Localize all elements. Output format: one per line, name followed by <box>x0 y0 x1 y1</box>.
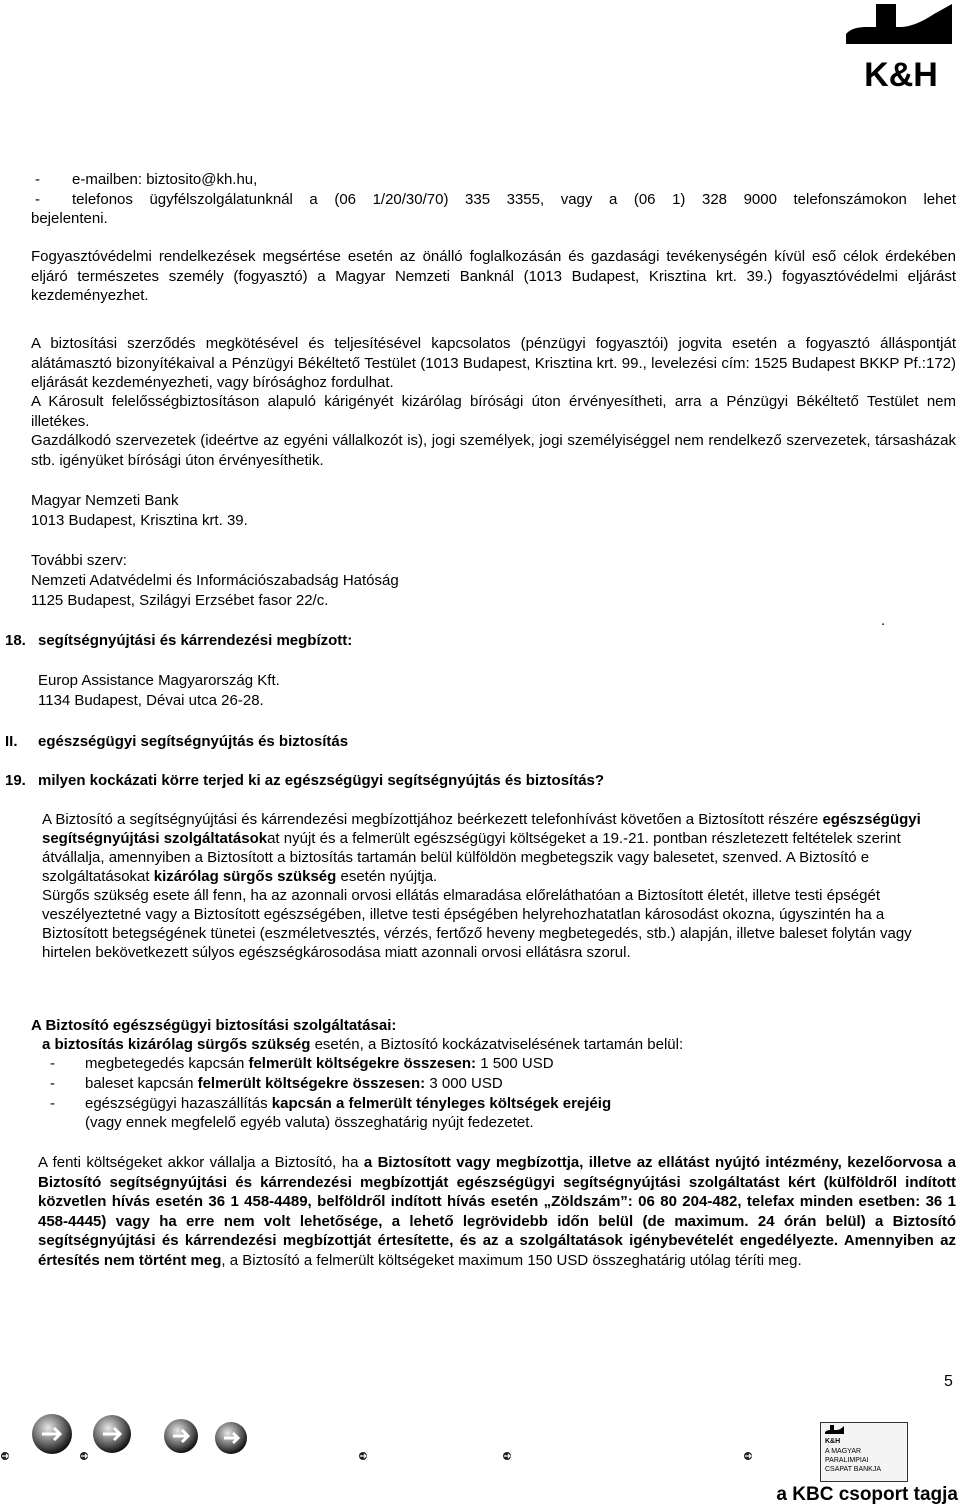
consumer-protection-paragraph: Fogyasztóvédelmi rendelkezések megsértése esetén az önálló foglalkozásán és gazdasági tevékenységén kívül eső célok érdekében eljáró természetes személy (fogyasztó) a Magyar Nemzeti Banknál (1013 Budapest, Krisztina krt. 39.) fogyasztóvédelmi eljárást kezdeményezhet. <box>31 248 956 304</box>
kh-mini-logo-icon <box>825 1425 845 1437</box>
final-paragraph: A fenti költségeket akkor vállalja a Biztosító, ha a Biztosított vagy megbízottja, illetve az ellátást nyújtó intézmény, kezelőorvosa a Biztosító segítségnyújtási és kárrendezési megbízottját egészségügyi segítségnyújtási szolgáltatást kért (külföldről indított közvetlen hívás esetén 36 1 458-4489, belföldről indított hívás esetén „Zöldszám”: 06 80 204-482, telefax minden esetben: 36 1 458-4445) vagy ha erre nem volt lehetősége, a lehető legrövidebb időn belül (de maximum. 24 órán belül) a Biztosító segítségnyújtási és kárrendezési megbízottját értesítette, és az a szolgáltatások igénybevételét engedélyezte. Amennyiben az értesítés nem történt meg, a Biztosító a felmerült költségeket maximum 150 USD összeghatárig utólag téríti meg. <box>38 1154 956 1269</box>
paralympic-badge <box>820 1422 908 1482</box>
stray-dot: . <box>881 612 886 629</box>
section-18-number: 18. <box>5 632 26 649</box>
section-II-number: II. <box>5 733 18 750</box>
arrow-circle-icon <box>32 1414 72 1454</box>
service-item-dash: - <box>50 1095 55 1112</box>
service-item-dash: - <box>50 1075 55 1092</box>
footer-brand <box>764 1408 960 1507</box>
section-19-paragraph-1: A Biztosító a segítségnyújtási és kárrendezési megbízottjához beérkezett telefonhívást követően a Biztosított részére egészségügyi segítségnyújtási szolgáltatásokat nyújt és a felmerült egészségügyi költségeket a 19.-21. pontban részletezett feltételek szerint átvállalja, amennyiben a Biztosított a biztosítás tartamán belül külföldön megbetegszik vagy balesetet, szenved. A Biztosító e szolgáltatásokat kizárólag sürgős szükség esetén nyújtja. <box>42 811 921 885</box>
europ-name: Europ Assistance Magyarország Kft. <box>38 672 280 689</box>
badge-line: A MAGYAR <box>825 1448 862 1455</box>
europ-address: 1134 Budapest, Dévai utca 26-28. <box>38 692 264 709</box>
service-item-accident: baleset kapcsán felmerült költségekre összesen: 3 000 USD <box>85 1075 503 1092</box>
arrow-small-icon <box>503 1452 511 1460</box>
dispute-paragraph: A biztosítási szerződés megkötésével és teljesítésével kapcsolatos (pénzügyi fogyasztói) jogvita esetén a fogyasztó álláspontját alátámasztó bizonyítékaival a Pénzügyi Békéltető Testület (1013 Budapest, Krisztina krt. 99., levelezési cím: 1525 Budapest BKKP Pf.:172) eljárását kezdeményezheti, vagy bírósághoz fordulhat. <box>31 335 956 391</box>
services-subheading: a biztosítás kizárólag sürgős szükség esetén, a Biztosító kockázatviselésének tartamán belül: <box>42 1036 684 1053</box>
contact-continuation: bejelenteni. <box>31 210 108 227</box>
section-II-title: egészségügyi segítségnyújtás és biztosítás <box>38 733 349 750</box>
logo-text: K&H <box>864 56 938 94</box>
badge-line: PARALIMPIAI <box>825 1457 869 1464</box>
badge-line: CSAPAT BANKJA <box>825 1466 882 1473</box>
services-heading: A Biztosító egészségügyi biztosítási szolgáltatásai: <box>31 1017 397 1034</box>
contact-dash: - <box>35 171 40 188</box>
organizations-paragraph: Gazdálkodó szervezetek (ideértve az egyéni vállalkozót is), jogi személyek, jogi személyiséggel nem rendelkező szervezetek, társasházak stb. igényüket bírósági úton érvényesíthetik. <box>31 432 956 469</box>
footer-decoration <box>0 1412 760 1472</box>
kh-logo <box>846 0 956 95</box>
contact-phone: telefonos ügyfélszolgálatunknál a (06 1/20/30/70) 335 3355, vagy a (06 1) 328 9000 telefonszámokon lehet <box>72 191 956 208</box>
naih-name: Nemzeti Adatvédelmi és Információszabadság Hatóság <box>31 572 399 589</box>
section-19-paragraph-2: Sürgős szükség esete áll fenn, ha az azonnali orvosi ellátás elmaradása előreláthatóan a Biztosított életét, illetve testi épségét veszélyeztetné vagy a Biztosított egészségében, illetve testi épségében helyrehozhatatlan károsodást okozna, úgyszintén ha a Biztosított betegségének tünetei (eszméletvesztés, vérzés, fertőző heveny megbetegedés, stb.) alapján, illetve baleset folytán vagy hirtelen bekövetkezett súlyos egészségkárosodása miatt azonnali orvosi ellátásra szorul. <box>42 887 912 961</box>
arrow-circle-icon <box>215 1422 247 1454</box>
arrow-small-icon <box>1 1452 9 1460</box>
arrow-small-icon <box>80 1452 88 1460</box>
arrow-circle-icon <box>164 1419 198 1453</box>
section-19-body <box>42 810 942 962</box>
service-item-repatriation-cont: (vagy ennek megfelelő egyéb valuta) összeghatárig nyújt fedezetet. <box>85 1114 534 1131</box>
page-number: 5 <box>944 1373 953 1390</box>
mnb-name: Magyar Nemzeti Bank <box>31 492 179 509</box>
contact-dash: - <box>35 191 40 208</box>
mnb-address: 1013 Budapest, Krisztina krt. 39. <box>31 512 248 529</box>
contact-email: e-mailben: biztosito@kh.hu, <box>72 171 258 188</box>
service-item-dash: - <box>50 1055 55 1072</box>
badge-line: K&H <box>825 1438 841 1445</box>
arrow-circle-icon <box>93 1415 131 1453</box>
section-19-title: milyen kockázati körre terjed ki az egészségügyi segítségnyújtás és biztosítás? <box>38 772 605 789</box>
kbc-tagline: a KBC csoport tagja <box>776 1484 958 1505</box>
section-18-title: segítségnyújtási és kárrendezési megbízott: <box>38 632 353 649</box>
arrow-small-icon <box>359 1452 367 1460</box>
section-19-number: 19. <box>5 772 26 789</box>
arrow-small-icon <box>744 1452 752 1460</box>
service-item-repatriation: egészségügyi hazaszállítás kapcsán a felmerült tényleges költségek erejéig <box>85 1095 612 1112</box>
naih-address: 1125 Budapest, Szilágyi Erzsébet fasor 22/c. <box>31 592 329 609</box>
service-item-illness: megbetegedés kapcsán felmerült költségekre összesen: 1 500 USD <box>85 1055 554 1072</box>
liability-paragraph: A Károsult felelősségbiztosításon alapuló kárigényét kizárólag bírósági úton érvényesítheti, arra a Pénzügyi Békéltető Testület nem illetékes. <box>31 393 956 430</box>
naih-label: További szerv: <box>31 552 127 569</box>
